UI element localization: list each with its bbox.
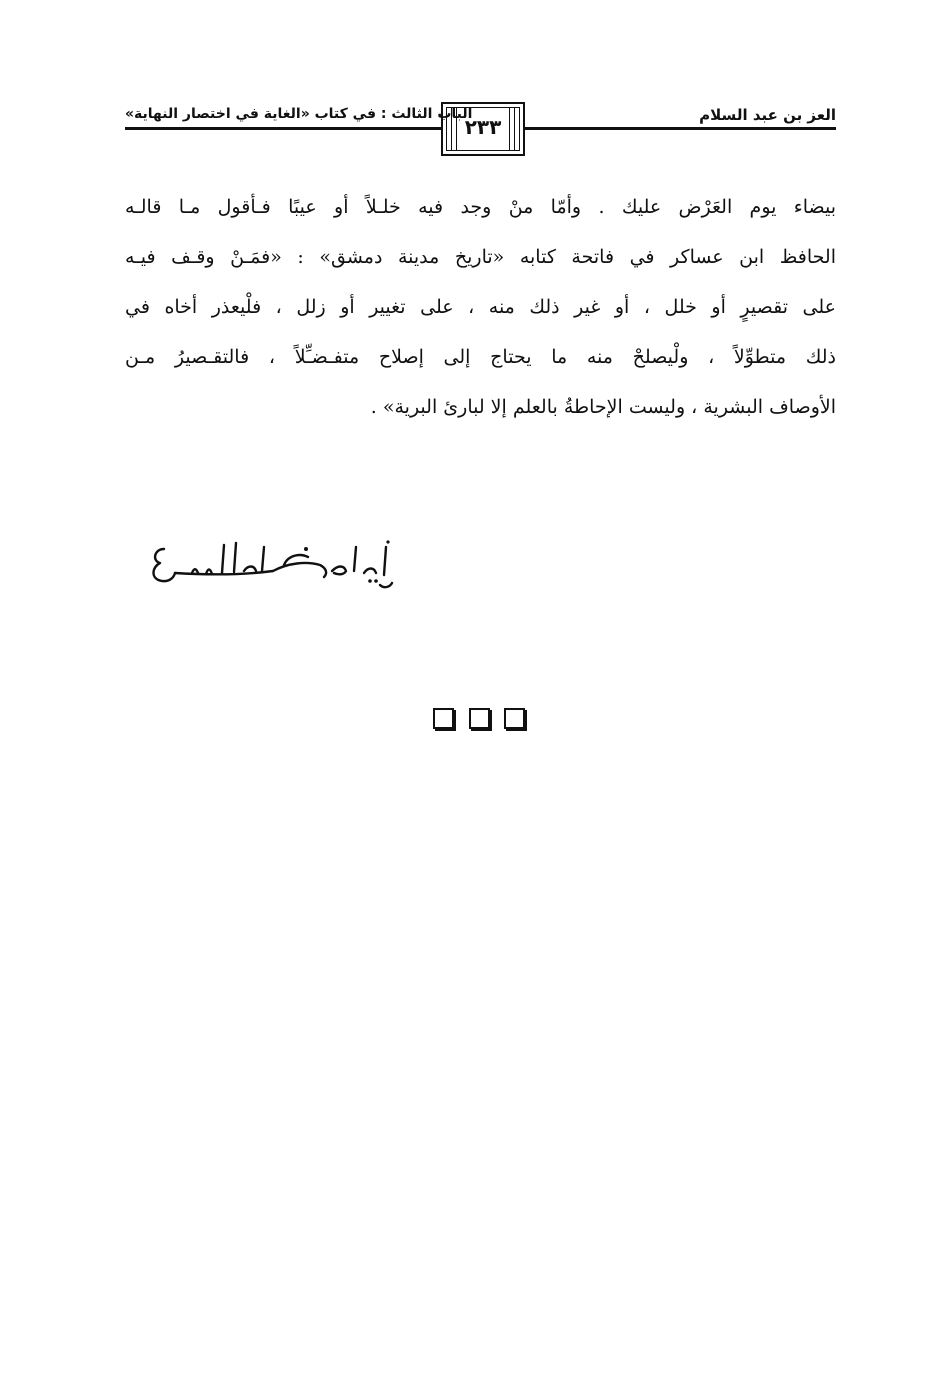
header-chapter-title: الباب الثالث : في كتاب «الغاية في اختصار النهاية» xyxy=(125,106,473,122)
body-paragraph xyxy=(125,182,836,432)
paragraph-line: بيضاء يوم العَرْض عليك . وأمّا منْ وجد فيه خلـلاً أو عيبًا فـأقول مـا قالـه xyxy=(125,196,836,218)
running-header xyxy=(125,100,836,160)
paragraph-line: الأوصاف البشرية ، وليست الإحاطةُ بالعلم إلا لبارئ البرية» . xyxy=(370,396,836,418)
paragraph-line: على تقصيرٍ أو خلل ، أو غير ذلك منه ، على تغيير أو زلل ، فلْيعذر أخاه في xyxy=(125,296,836,318)
square-box-icon xyxy=(433,708,454,729)
paragraph-line: ذلك متطوِّلاً ، ولْيصلحْ منه ما يحتاج إلى إصلاح متفـضـِّلاً ، فالتقـصيرُ مـن xyxy=(125,346,836,368)
header-rule-left xyxy=(125,127,441,130)
header-rule-right xyxy=(525,127,836,130)
section-end-ornament xyxy=(433,708,525,732)
signature-image xyxy=(148,535,398,595)
handwritten-signature xyxy=(148,535,398,595)
paragraph-line: الحافظ ابن عساكر في فاتحة كتابه «تاريخ مدينة دمشق» : «فمَـنْ وقـف فيـه xyxy=(125,246,836,268)
page-number: ٢٣٣ xyxy=(464,115,502,139)
header-author: العز بن عبد السلام xyxy=(699,106,836,124)
square-box-icon xyxy=(469,708,490,729)
square-box-icon xyxy=(504,708,525,729)
